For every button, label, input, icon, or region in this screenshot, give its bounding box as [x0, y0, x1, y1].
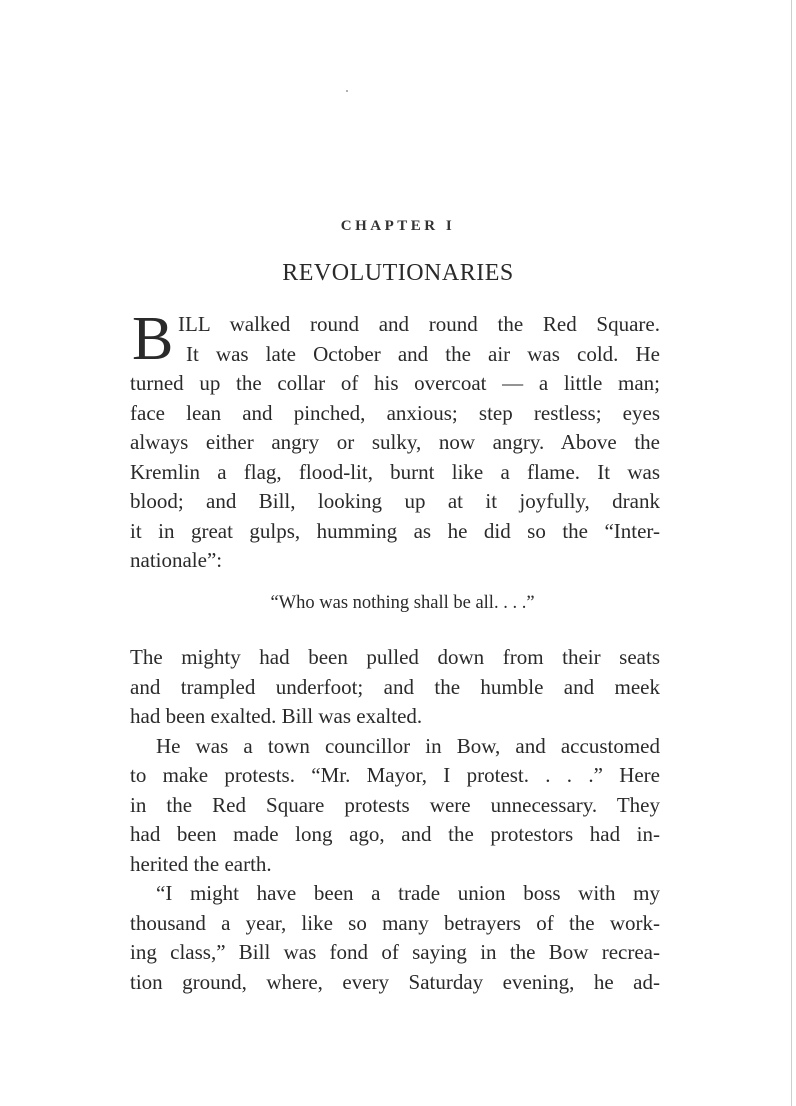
text-line: always either angry or sulky, now angry. Above the	[130, 430, 660, 454]
paragraph-1	[130, 305, 660, 576]
paper-speck	[346, 90, 348, 92]
chapter-label: CHAPTER I	[340, 218, 456, 234]
text-line: to make protests. “Mr. Mayor, I protest. . . .” Here	[130, 763, 660, 787]
text-line: it in great gulps, humming as he did so the “Inter-	[130, 518, 660, 543]
text-line: “I might have been a trade union boss with my	[156, 881, 660, 905]
text-line: Kremlin a flag, flood-lit, burnt like a flame. It was	[130, 459, 660, 484]
paragraph-2	[130, 643, 660, 732]
text-line: herited the earth.	[130, 851, 272, 876]
text-line: The mighty had been pulled down from their seats	[130, 645, 660, 669]
text-line: ILL walked round and round the Red Square.	[178, 312, 660, 336]
text-line: blood; and Bill, looking up at it joyfully, drank	[130, 489, 660, 513]
text-line: He was a town councillor in Bow, and accustomed	[156, 733, 660, 758]
text-line: nationale”:	[130, 548, 223, 572]
verse-quote: “Who was nothing shall be all. . . .”	[270, 592, 535, 613]
paragraph-4	[130, 879, 660, 997]
text-line: It was late October and the air was cold. He	[186, 341, 660, 366]
paragraph-3	[130, 732, 660, 880]
text-line: had been made long ago, and the protestors had in-	[130, 822, 660, 846]
text-line: face lean and pinched, anxious; step restless; eyes	[130, 400, 660, 425]
drop-cap: B	[132, 305, 174, 373]
body-text	[130, 305, 660, 997]
text-line: thousand a year, like so many betrayers of the work-	[130, 910, 660, 935]
chapter-title: REVOLUTIONARIES	[282, 260, 514, 286]
text-line: in the Red Square protests were unnecessary. They	[130, 792, 660, 817]
page-edge	[791, 0, 792, 1106]
text-line: and trampled underfoot; and the humble and meek	[130, 674, 660, 699]
text-line: had been exalted. Bill was exalted.	[130, 704, 423, 728]
text-line: turned up the collar of his overcoat — a little man;	[130, 371, 660, 395]
text-line: ing class,” Bill was fond of saying in the Bow recrea-	[130, 940, 660, 964]
text-line: tion ground, where, every Saturday evening, he ad-	[130, 969, 660, 994]
